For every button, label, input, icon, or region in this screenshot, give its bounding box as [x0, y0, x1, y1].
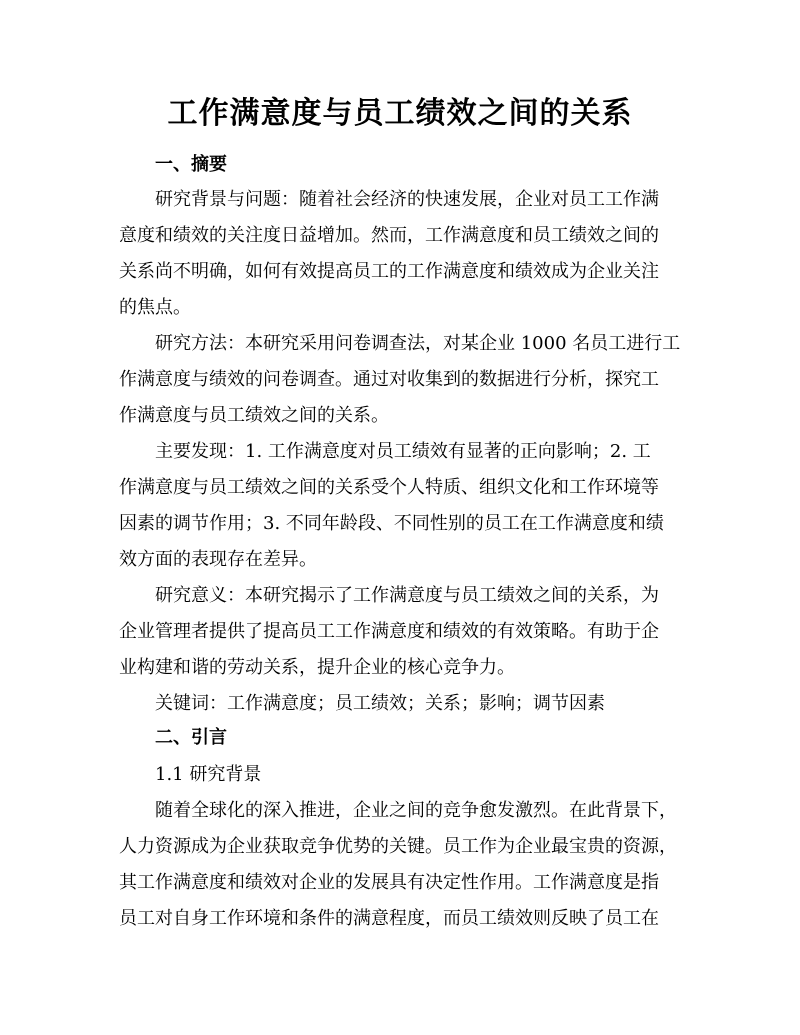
paragraph-line: 随着全球化的深入推进，企业之间的竞争愈发激烈。在此背景下，	[155, 800, 677, 821]
paragraph-line: 员工对自身工作环境和条件的满意程度，而员工绩效则反映了员工在	[119, 908, 659, 929]
paragraph-line: 的焦点。	[119, 297, 191, 318]
paragraph-line: 研究方法：本研究采用问卷调查法，对某企业 1000 名员工进行工	[155, 333, 681, 354]
paragraph-line: 业构建和谐的劳动关系，提升企业的核心竞争力。	[119, 657, 515, 678]
paragraph-line: 其工作满意度和绩效对企业的发展具有决定性作用。工作满意度是指	[119, 872, 659, 893]
paragraph-line: 作满意度与绩效的问卷调查。通过对收集到的数据进行分析，探究工	[119, 369, 659, 390]
paragraph-line: 企业管理者提供了提高员工工作满意度和绩效的有效策略。有助于企	[119, 621, 659, 642]
paragraph-line: 作满意度与员工绩效之间的关系受个人特质、组织文化和工作环境等	[119, 477, 659, 498]
document-title: 工作满意度与员工绩效之间的关系	[167, 96, 633, 131]
paragraph-line: 因素的调节作用；3. 不同年龄段、不同性别的员工在工作满意度和绩	[119, 513, 664, 534]
paragraph-line: 主要发现：1. 工作满意度对员工绩效有显著的正向影响；2. 工	[155, 441, 651, 462]
section-heading-introduction: 二、引言	[155, 727, 227, 748]
section-heading-abstract: 一、摘要	[155, 154, 227, 175]
keywords-line: 关键词：工作满意度；员工绩效；关系；影响；调节因素	[155, 693, 605, 714]
paragraph-line: 意度和绩效的关注度日益增加。然而，工作满意度和员工绩效之间的	[119, 225, 659, 246]
paragraph-line: 效方面的表现存在差异。	[119, 549, 317, 570]
subsection-heading: 1.1 研究背景	[155, 764, 262, 785]
paragraph-line: 关系尚不明确，如何有效提高员工的工作满意度和绩效成为企业关注	[119, 261, 659, 282]
paragraph-line: 人力资源成为企业获取竞争优势的关键。员工作为企业最宝贵的资源，	[119, 836, 677, 857]
paragraph-line: 作满意度与员工绩效之间的关系。	[119, 405, 389, 426]
paragraph-line: 研究背景与问题：随着社会经济的快速发展，企业对员工工作满	[155, 189, 659, 210]
paragraph-line: 研究意义：本研究揭示了工作满意度与员工绩效之间的关系，为	[155, 585, 659, 606]
